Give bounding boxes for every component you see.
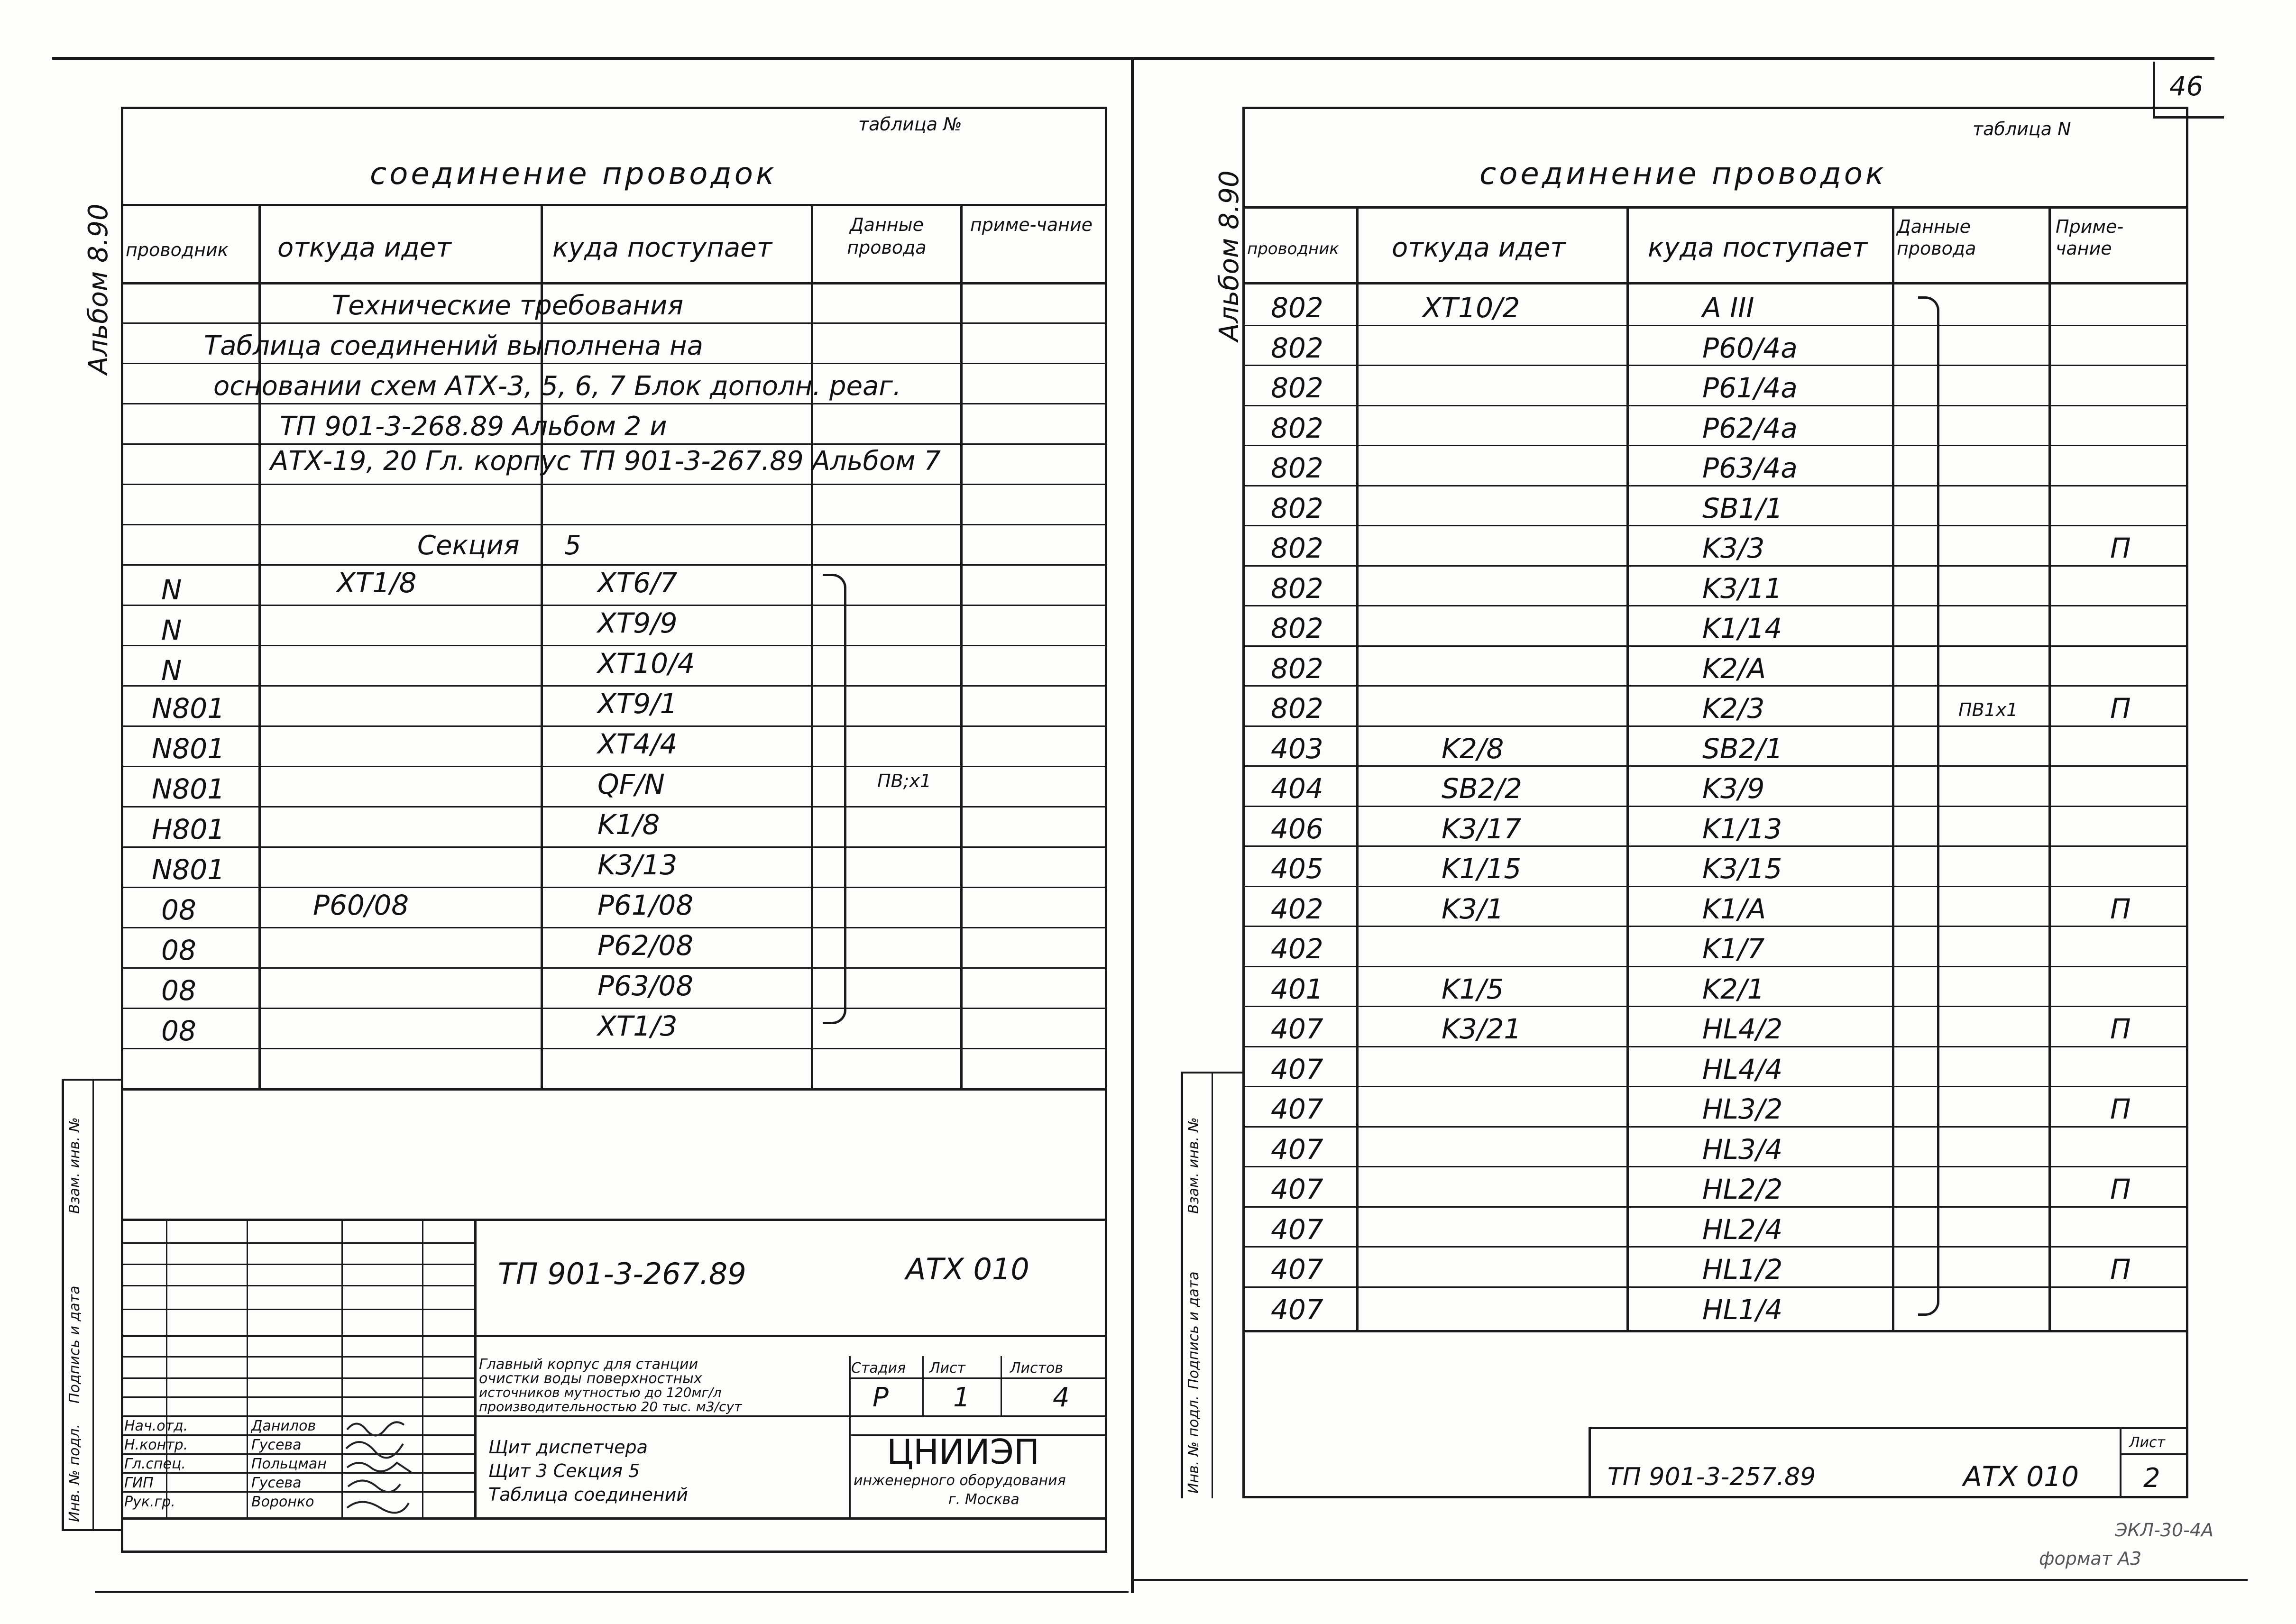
left-title: соединение проводок xyxy=(370,156,777,192)
staff-role: Н.контр. xyxy=(124,1437,188,1453)
right-row-from: K3/21 xyxy=(1442,1013,1522,1045)
left-wire-data: ПВ;х1 xyxy=(877,771,932,791)
right-row-conductor: 405 xyxy=(1271,853,1323,885)
right-header-conductor: проводник xyxy=(1247,239,1339,258)
left-row-conductor: 08 xyxy=(161,1015,196,1047)
left-header-note: приме-чание xyxy=(970,214,1093,235)
left-section-number: 5 xyxy=(564,530,581,561)
left-note-5: АТХ-19, 20 Гл. корпус ТП 901-3-267.89 Альбом 7 xyxy=(270,446,941,477)
right-doc-code: ТП 901-3-257.89 xyxy=(1607,1463,1816,1491)
right-row-to: P60/4a xyxy=(1702,332,1798,364)
left-row-conductor: N xyxy=(161,654,182,687)
left-table-label: таблица № xyxy=(858,114,962,135)
right-row-conductor: 802 xyxy=(1271,692,1323,725)
right-doc-mark: АТХ 010 xyxy=(1963,1460,2079,1493)
right-row-conductor: 407 xyxy=(1271,1093,1323,1125)
left-doc-code: ТП 901-3-267.89 xyxy=(498,1257,746,1291)
left-row-conductor: 08 xyxy=(161,974,196,1007)
page-number: 46 xyxy=(2169,71,2204,102)
right-row-to: HL4/2 xyxy=(1702,1013,1783,1045)
left-row-from: XT1/8 xyxy=(337,567,417,599)
left-row-to: P61/08 xyxy=(597,889,694,921)
left-header-from: откуда идет xyxy=(277,232,451,263)
right-row-conductor: 401 xyxy=(1271,973,1323,1005)
left-org-line: инженерного оборудования xyxy=(854,1472,1066,1489)
right-row-conductor: 407 xyxy=(1271,1133,1323,1165)
left-row-conductor: N801 xyxy=(152,773,225,805)
right-row-conductor: 802 xyxy=(1271,492,1323,524)
right-row-to: HL4/4 xyxy=(1702,1053,1783,1085)
center-divider xyxy=(1131,57,1134,1593)
left-side-stamp-1: Инв. № подл. xyxy=(66,1424,83,1522)
left-drawing-line: Щит диспетчера xyxy=(488,1437,648,1458)
right-row-note: П xyxy=(2110,692,2131,725)
right-row-conductor: 802 xyxy=(1271,452,1323,484)
left-doc-mark: АТХ 010 xyxy=(906,1252,1029,1286)
right-header-to: куда поступает xyxy=(1648,232,1868,263)
right-row-to: K1/13 xyxy=(1702,813,1782,845)
right-title: соединение проводок xyxy=(1479,156,1887,192)
right-row-to: HL2/2 xyxy=(1702,1173,1783,1205)
right-row-conductor: 407 xyxy=(1271,1053,1323,1085)
right-row-note: П xyxy=(2110,1173,2131,1205)
right-row-to: HL3/4 xyxy=(1702,1133,1783,1165)
left-row-to: K3/13 xyxy=(597,849,678,881)
left-row-to: XT9/1 xyxy=(597,688,678,720)
right-table-label: таблица N xyxy=(1973,119,2071,139)
staff-role: ГИП xyxy=(124,1475,154,1491)
left-note-4: ТП 901-3-268.89 Альбом 2 и xyxy=(280,411,667,442)
left-note-3: основании схем АТХ-3, 5, 6, 7 Блок дополн. реаг. xyxy=(213,371,901,402)
right-row-from: XT10/2 xyxy=(1423,292,1520,324)
signature-scribbles xyxy=(342,1415,423,1517)
right-sheet-number: 2 xyxy=(2143,1463,2160,1494)
right-row-conductor: 407 xyxy=(1271,1013,1323,1045)
right-row-to: SB1/1 xyxy=(1702,492,1783,524)
left-row-conductor: H801 xyxy=(152,813,225,845)
left-row-to: QF/N xyxy=(597,768,665,800)
right-row-conductor: 402 xyxy=(1271,893,1323,925)
bottom-rule-left xyxy=(95,1591,1129,1593)
right-row-conductor: 407 xyxy=(1271,1213,1323,1246)
right-row-to: P62/4a xyxy=(1702,412,1798,444)
left-album-label: Альбом 8.90 xyxy=(83,203,114,375)
right-row-to: HL3/2 xyxy=(1702,1093,1783,1125)
left-row-from: P60/08 xyxy=(313,889,409,921)
right-row-conductor: 402 xyxy=(1271,933,1323,965)
right-side-stamp-1: Инв. № подл. xyxy=(1185,1395,1202,1494)
right-row-to: K3/3 xyxy=(1702,532,1765,564)
left-object-line: источников мутностью до 120мг/л xyxy=(479,1385,722,1400)
right-row-conductor: 403 xyxy=(1271,733,1323,765)
right-row-from: SB2/2 xyxy=(1442,772,1522,805)
staff-name: Гусева xyxy=(251,1475,302,1491)
left-row-conductor: N xyxy=(161,574,182,606)
left-row-conductor: N801 xyxy=(152,853,225,886)
right-wire-bracket xyxy=(1918,296,1939,1316)
bottom-stamp-line-1: ЭКЛ-30-4А xyxy=(2115,1520,2214,1541)
bottom-rule-right xyxy=(1133,1579,2248,1581)
right-row-note: П xyxy=(2110,1093,2131,1125)
left-row-to: XT1/3 xyxy=(597,1010,678,1042)
right-row-to: HL1/4 xyxy=(1702,1294,1783,1326)
left-row-to: XT10/4 xyxy=(597,647,695,679)
right-row-conductor: 407 xyxy=(1271,1253,1323,1285)
right-row-conductor: 802 xyxy=(1271,572,1323,605)
right-sheet-label: Лист xyxy=(2129,1434,2166,1451)
right-album-label: Альбом 8.90 xyxy=(1214,170,1245,341)
right-row-note: П xyxy=(2110,1253,2131,1285)
left-sheets: 4 xyxy=(1053,1382,1070,1413)
staff-name: Польцман xyxy=(251,1456,327,1472)
right-row-conductor: 802 xyxy=(1271,652,1323,685)
right-row-from: K1/15 xyxy=(1442,853,1522,885)
right-row-to: K2/3 xyxy=(1702,692,1765,725)
left-row-to: XT9/9 xyxy=(597,607,678,639)
right-row-conductor: 802 xyxy=(1271,332,1323,364)
left-header-to: куда поступает xyxy=(552,232,772,263)
left-row-to: K1/8 xyxy=(597,808,660,841)
right-row-note: П xyxy=(2110,893,2131,925)
right-side-stamp-2: Подпись и дата xyxy=(1185,1271,1202,1389)
right-row-to: K1/14 xyxy=(1702,612,1782,644)
left-note-2: Таблица соединений выполнена на xyxy=(204,330,703,361)
left-section-label: Секция xyxy=(417,530,520,561)
staff-role: Нач.отд. xyxy=(124,1418,188,1434)
staff-role: Гл.спец. xyxy=(124,1456,186,1472)
left-row-conductor: 08 xyxy=(161,934,196,966)
right-row-to: K3/9 xyxy=(1702,772,1765,805)
right-side-stamp-3: Взам. инв. № xyxy=(1185,1117,1202,1214)
right-row-conductor: 404 xyxy=(1271,772,1323,805)
right-header-data: Данные провода xyxy=(1897,216,1976,259)
right-header-from: откуда идет xyxy=(1392,232,1566,263)
right-row-conductor: 802 xyxy=(1271,292,1323,324)
right-wire-data: ПВ1х1 xyxy=(1958,699,2018,720)
staff-name: Воронко xyxy=(251,1494,314,1510)
right-row-from: K3/17 xyxy=(1442,813,1522,845)
right-row-to: P61/4a xyxy=(1702,372,1798,404)
right-header-note: Приме-чание xyxy=(2056,216,2124,259)
right-row-to: HL2/4 xyxy=(1702,1213,1783,1246)
right-row-conductor: 802 xyxy=(1271,372,1323,404)
left-drawing-line: Таблица соединений xyxy=(488,1484,689,1505)
left-row-conductor: N801 xyxy=(152,733,225,765)
left-row-to: XT6/7 xyxy=(597,567,678,599)
left-sheet: 1 xyxy=(953,1382,970,1413)
left-object-line: Главный корпус для станции xyxy=(479,1356,698,1373)
left-wire-bracket xyxy=(823,574,846,1024)
left-sheets-label: Листов xyxy=(1010,1360,1064,1376)
right-row-conductor: 407 xyxy=(1271,1173,1323,1205)
right-row-conductor: 406 xyxy=(1271,813,1323,845)
left-header-data: Данные провода xyxy=(847,214,927,258)
left-side-stamp-3: Взам. инв. № xyxy=(66,1117,83,1214)
left-row-to: P63/08 xyxy=(597,970,694,1002)
left-sheet-label: Лист xyxy=(929,1360,966,1376)
staff-name: Гусева xyxy=(251,1437,302,1453)
right-row-conductor: 802 xyxy=(1271,412,1323,444)
right-row-to: SB2/1 xyxy=(1702,733,1783,765)
left-org-name: ЦНИИЭП xyxy=(887,1432,1040,1472)
right-row-to: HL1/2 xyxy=(1702,1253,1783,1285)
staff-name: Данилов xyxy=(251,1418,316,1434)
right-row-note: П xyxy=(2110,1013,2131,1045)
staff-role: Рук.гр. xyxy=(124,1494,175,1510)
right-row-from: K3/1 xyxy=(1442,893,1504,925)
left-row-to: XT4/4 xyxy=(597,728,678,760)
right-row-to: A III xyxy=(1702,292,1754,324)
bottom-stamp-line-2: формат А3 xyxy=(2039,1548,2142,1569)
left-row-conductor: 08 xyxy=(161,894,196,926)
left-object-line: производительностью 20 тыс. м3/сут xyxy=(479,1399,742,1414)
right-row-to: K3/11 xyxy=(1702,572,1782,605)
left-header-conductor: проводник xyxy=(126,239,229,260)
left-drawing-line: Щит 3 Секция 5 xyxy=(488,1460,640,1481)
right-row-to: K2/1 xyxy=(1702,973,1765,1005)
right-row-to: K3/15 xyxy=(1702,853,1782,885)
left-note-1: Технические требования xyxy=(332,290,684,321)
left-side-stamp-2: Подпись и дата xyxy=(66,1285,83,1404)
right-row-to: K2/A xyxy=(1702,652,1766,685)
left-row-to: P62/08 xyxy=(597,929,694,962)
right-row-to: K1/7 xyxy=(1702,933,1765,965)
left-row-conductor: N801 xyxy=(152,692,225,725)
left-stage: Р xyxy=(872,1382,889,1413)
right-row-from: K2/8 xyxy=(1442,733,1504,765)
left-org-line: г. Москва xyxy=(948,1491,1019,1508)
right-row-note: П xyxy=(2110,532,2131,564)
left-stage-label: Стадия xyxy=(851,1360,906,1376)
right-row-conductor: 802 xyxy=(1271,532,1323,564)
right-row-to: P63/4a xyxy=(1702,452,1798,484)
right-row-to: K1/A xyxy=(1702,893,1766,925)
right-row-conductor: 407 xyxy=(1271,1294,1323,1326)
left-object-line: очистки воды поверхностных xyxy=(479,1370,702,1387)
left-row-conductor: N xyxy=(161,614,182,646)
right-row-from: K1/5 xyxy=(1442,973,1504,1005)
right-row-conductor: 802 xyxy=(1271,612,1323,644)
